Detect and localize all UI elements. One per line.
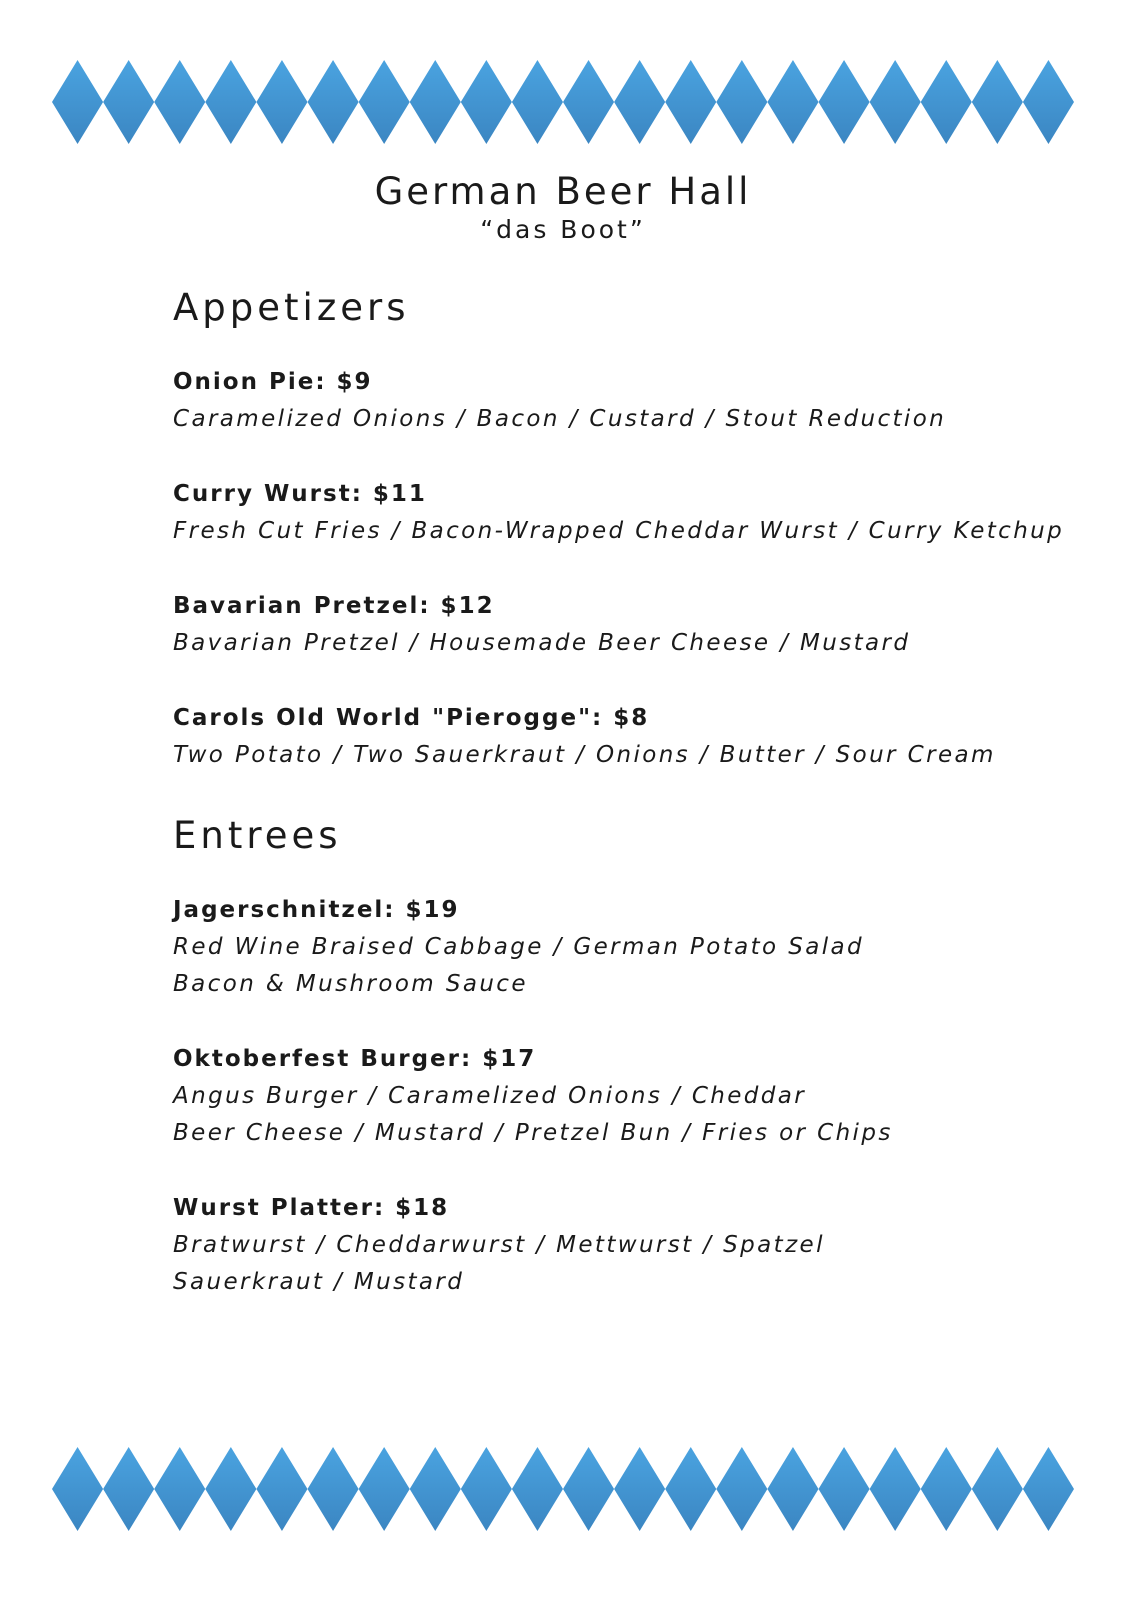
bavarian-diamond-icon (308, 60, 359, 144)
menu-item-description: Caramelized Onions / Bacon / Custard / Stout Reduction (173, 406, 947, 432)
bavarian-diamond-icon (512, 1447, 563, 1531)
bavarian-diamond-icon (103, 1447, 154, 1531)
bavarian-diamond-icon (563, 1447, 614, 1531)
menu-item-title: Carols Old World "Pierogge": $8 (173, 705, 650, 731)
menu-body (173, 284, 1103, 1339)
bavarian-diamond-icon (614, 60, 665, 144)
menu-item-title: Onion Pie: $9 (173, 369, 373, 395)
bavarian-diamond-icon (665, 1447, 716, 1531)
bavarian-diamond-icon (154, 60, 205, 144)
bavarian-diamond-icon (767, 60, 818, 144)
bottom-diamond-border (52, 1447, 1074, 1531)
menu-section (173, 284, 1103, 774)
bavarian-diamond-icon (512, 60, 563, 144)
bavarian-diamond-icon (665, 60, 716, 144)
menu-item-description: Bacon & Mushroom Sauce (173, 971, 528, 997)
bavarian-diamond-icon (461, 1447, 512, 1531)
bavarian-diamond-icon (819, 60, 870, 144)
menu-item-description: Sauerkraut / Mustard (173, 1269, 465, 1295)
bavarian-diamond-icon (921, 1447, 972, 1531)
section-heading: Entrees (173, 814, 342, 857)
menu-item-title: Jagerschnitzel: $19 (173, 897, 460, 923)
menu-item-description: Two Potato / Two Sauerkraut / Onions / Butter / Sour Cream (173, 742, 996, 768)
page-title: German Beer Hall (374, 170, 752, 213)
bavarian-diamond-icon (308, 1447, 359, 1531)
menu-item-description: Angus Burger / Caramelized Onions / Cheddar (173, 1083, 807, 1109)
bavarian-diamond-icon (972, 1447, 1023, 1531)
bavarian-diamond-icon (870, 1447, 921, 1531)
bavarian-diamond-icon (1023, 60, 1074, 144)
menu-item-description: Red Wine Braised Cabbage / German Potato Salad (173, 934, 864, 960)
menu-item-description: Bavarian Pretzel / Housemade Beer Cheese / Mustard (173, 630, 911, 656)
bavarian-diamond-icon (359, 1447, 410, 1531)
bavarian-diamond-icon (767, 1447, 818, 1531)
bavarian-diamond-icon (205, 60, 256, 144)
menu-item-title: Bavarian Pretzel: $12 (173, 593, 495, 619)
bavarian-diamond-icon (870, 60, 921, 144)
bavarian-diamond-icon (410, 1447, 461, 1531)
menu-item-description: Beer Cheese / Mustard / Pretzel Bun / Fries or Chips (173, 1120, 893, 1146)
menu-item-title: Curry Wurst: $11 (173, 481, 427, 507)
bavarian-diamond-icon (716, 60, 767, 144)
menu-item-list (173, 364, 1103, 774)
diamond-pattern (52, 60, 1074, 144)
menu-item (173, 1041, 1103, 1152)
menu-item-title: Oktoberfest Burger: $17 (173, 1046, 537, 1072)
menu-item (173, 892, 1103, 1003)
menu-item-description: Bratwurst / Cheddarwurst / Mettwurst / Spatzel (173, 1232, 825, 1258)
bavarian-diamond-icon (52, 60, 103, 144)
menu-header (0, 170, 1126, 246)
section-heading: Appetizers (173, 286, 410, 329)
bavarian-diamond-icon (256, 60, 307, 144)
diamond-pattern (52, 1447, 1074, 1531)
menu-item (173, 476, 1103, 550)
menu-item-title: Wurst Platter: $18 (173, 1195, 450, 1221)
bavarian-diamond-icon (819, 1447, 870, 1531)
menu-item (173, 700, 1103, 774)
menu-item (173, 588, 1103, 662)
bavarian-diamond-icon (716, 1447, 767, 1531)
bavarian-diamond-icon (205, 1447, 256, 1531)
bavarian-diamond-icon (103, 60, 154, 144)
bavarian-diamond-icon (563, 60, 614, 144)
bavarian-diamond-icon (359, 60, 410, 144)
menu-item-list (173, 892, 1103, 1301)
menu-item (173, 364, 1103, 438)
bavarian-diamond-icon (972, 60, 1023, 144)
bavarian-diamond-icon (461, 60, 512, 144)
menu-item (173, 1190, 1103, 1301)
bavarian-diamond-icon (410, 60, 461, 144)
bavarian-diamond-icon (921, 60, 972, 144)
page-subtitle: “das Boot” (480, 215, 646, 244)
bavarian-diamond-icon (52, 1447, 103, 1531)
bavarian-diamond-icon (154, 1447, 205, 1531)
menu-section (173, 812, 1103, 1301)
menu-item-description: Fresh Cut Fries / Bacon-Wrapped Cheddar Wurst / Curry Ketchup (173, 518, 1065, 544)
bavarian-diamond-icon (1023, 1447, 1074, 1531)
top-diamond-border (52, 60, 1074, 144)
bavarian-diamond-icon (614, 1447, 665, 1531)
bavarian-diamond-icon (256, 1447, 307, 1531)
